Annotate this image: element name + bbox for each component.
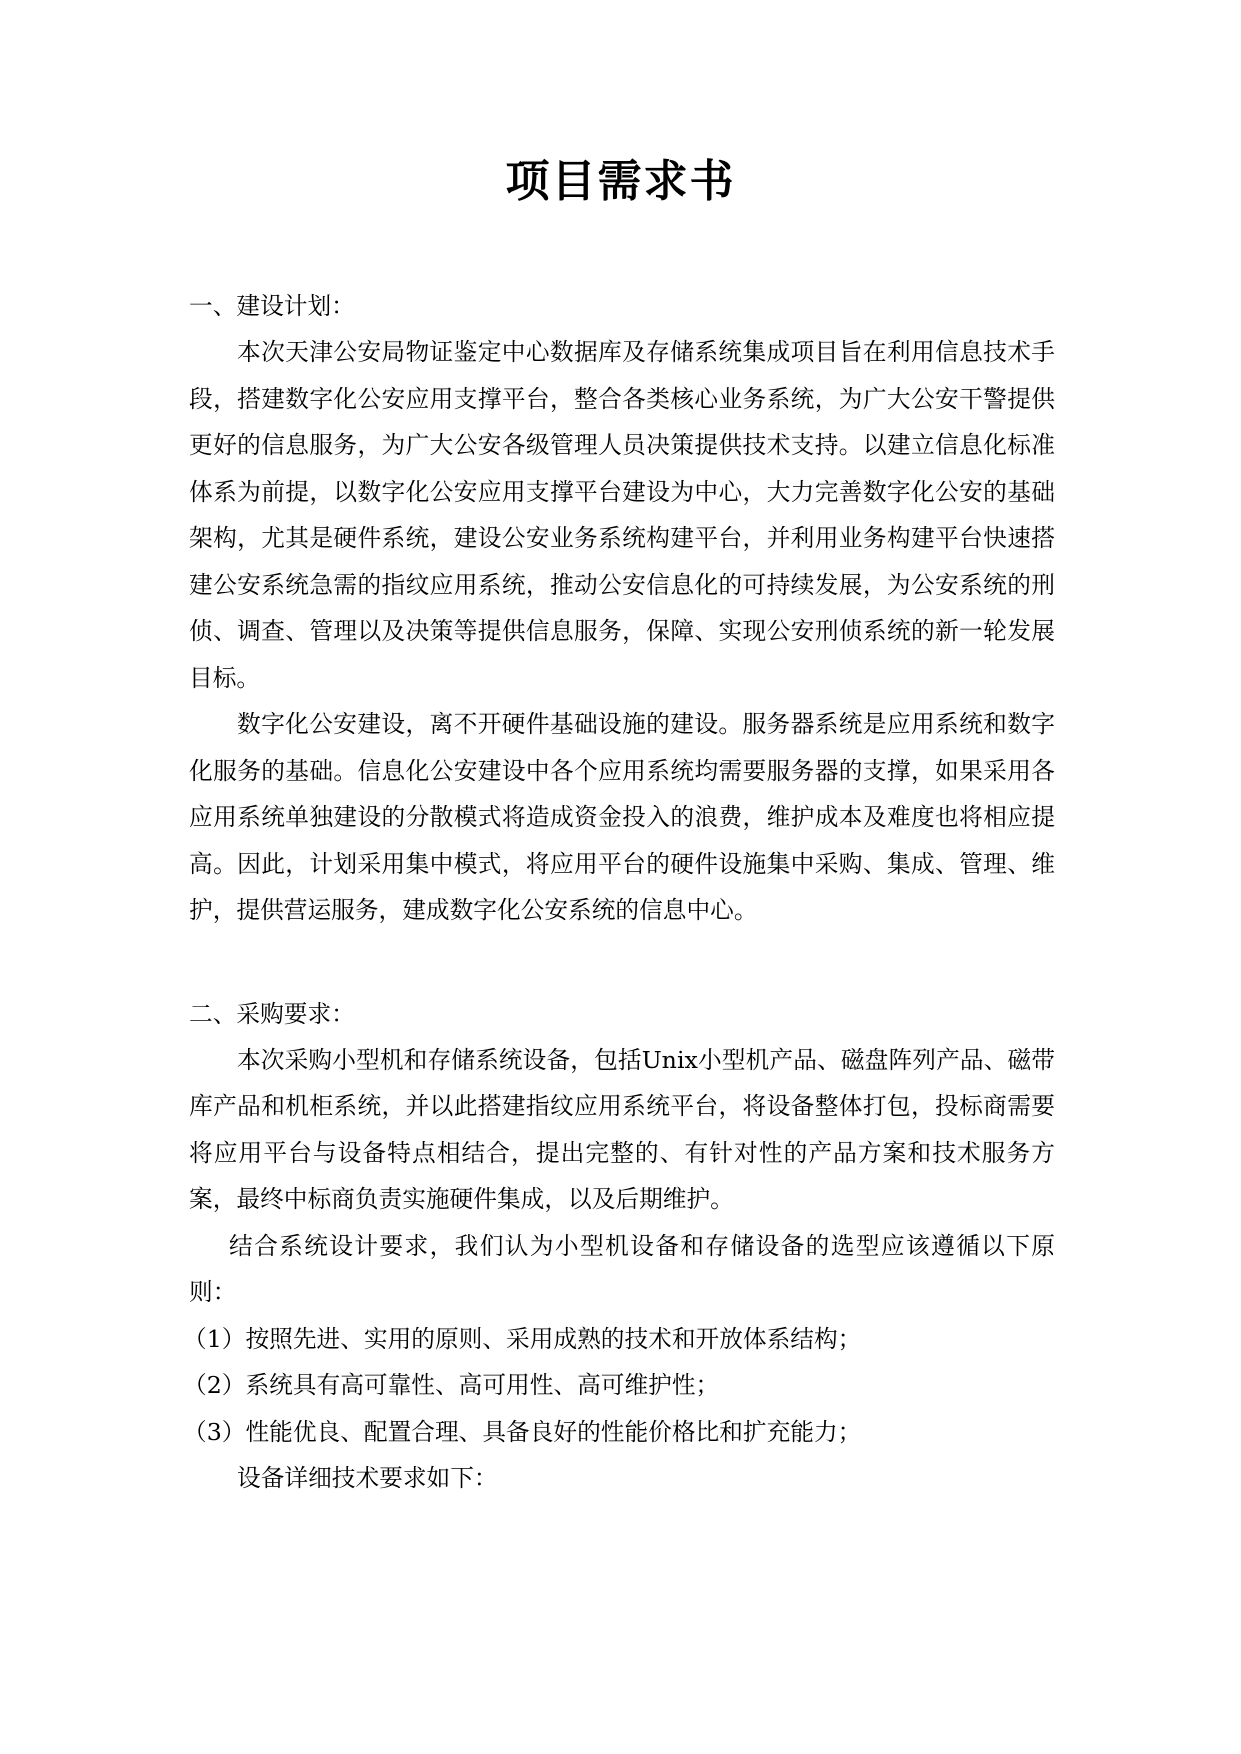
section-heading-construction-plan: 一、建设计划： — [189, 292, 355, 320]
principle-item-2: （2）系统具有高可靠性、高可用性、高可维护性； — [183, 1371, 720, 1399]
paragraph-selection-principles-intro: 结合系统设计要求，我们认为小型机设备和存储设备的选型应该遵循以下原则： — [189, 1231, 1055, 1306]
document-body — [183, 283, 1055, 1502]
paragraph-project-goal: 本次天津公安局物证鉴定中心数据库及存储系统集成项目旨在利用信息技术手段，搭建数字化公安应用支撑平台，整合各类核心业务系统，为广大公安干警提供更好的信息服务，为广大公安各级管理人员决策提供技术支持。以建立信息化标准体系为前提，以数字化公安应用支撑平台建设为中心，大力完善数字化公安的基础架构，尤其是硬件系统，建设公安业务系统构建平台，并利用业务构建平台快速搭建公安系统急需的指纹应用系统，推动公安信息化的可持续发展，为公安系统的刑侦、调查、管理以及决策等提供信息服务，保障、实现公安刑侦系统的新一轮发展目标。 — [189, 338, 1055, 692]
paragraph-hardware-infrastructure: 数字化公安建设，离不开硬件基础设施的建设。服务器系统是应用系统和数字化服务的基础。信息化公安建设中各个应用系统均需要服务器的支撑，如果采用各应用系统单独建设的分散模式将造成资金投入的浪费，维护成本及难度也将相应提高。因此，计划采用集中模式，将应用平台的硬件设施集中采购、集成、管理、维护，提供营运服务，建成数字化公安系统的信息中心。 — [189, 710, 1055, 924]
document-title: 项目需求书 — [505, 156, 736, 207]
paragraph-technical-requirements-lead: 设备详细技术要求如下： — [237, 1464, 498, 1492]
section-heading-procurement-requirements: 二、采购要求： — [189, 999, 355, 1028]
section-spacer — [189, 934, 1055, 991]
paragraph-procurement-scope: 本次采购小型机和存储系统设备，包括Unix小型机产品、磁盘阵列产品、磁带库产品和机柜系统，并以此搭建指纹应用系统平台，将设备整体打包，投标商需要将应用平台与设备特点相结合，提出完整的、有针对性的产品方案和技术服务方案，最终中标商负责实施硬件集成，以及后期维护。 — [189, 1045, 1055, 1213]
principle-item-3: （3）性能优良、配置合理、具备良好的性能价格比和扩充能力； — [183, 1417, 862, 1446]
principle-item-1: （1）按照先进、实用的原则、采用成熟的技术和开放体系结构； — [183, 1324, 862, 1353]
